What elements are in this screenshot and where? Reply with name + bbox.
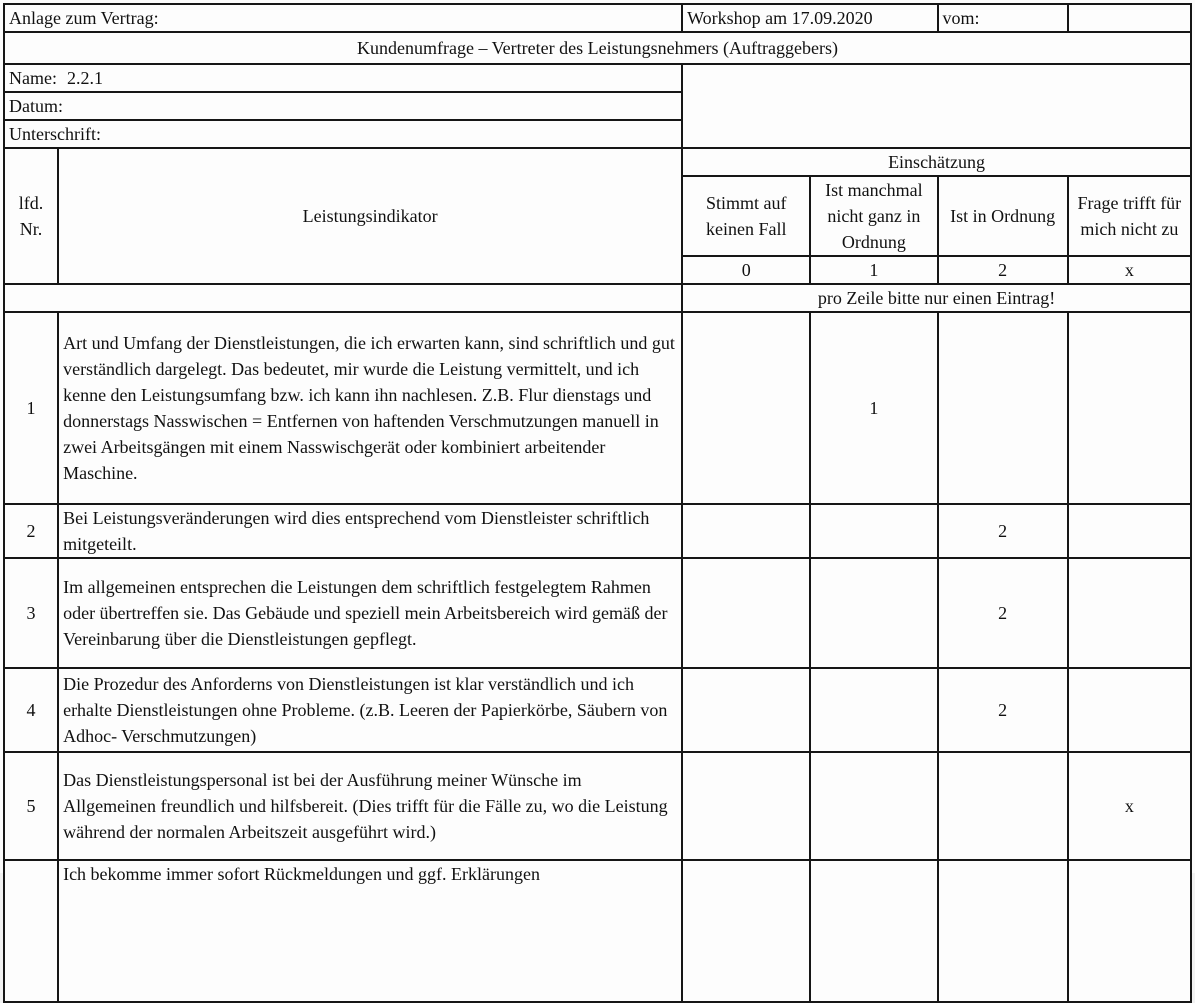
question-row xyxy=(4,752,1191,860)
question-number xyxy=(4,860,58,1002)
title-row xyxy=(4,32,1191,64)
rating-column-value-1: 1 xyxy=(810,256,937,284)
rating-cell-1 xyxy=(810,668,937,752)
top-bar-row xyxy=(4,4,1191,32)
name-value: 2.2.1 xyxy=(66,68,103,88)
instruction-text: pro Zeile bitte nur einen Eintrag! xyxy=(682,284,1191,312)
rating-cell-3 xyxy=(1068,504,1191,558)
instruction-blank-cell xyxy=(4,284,682,312)
rating-cell-3: x xyxy=(1068,752,1191,860)
column-header-lfd-nr: lfd. Nr. xyxy=(4,148,58,284)
rating-cell-0 xyxy=(682,752,810,860)
rating-column-value-0: 0 xyxy=(682,256,810,284)
datum-field xyxy=(4,92,682,120)
rating-cell-1 xyxy=(810,860,937,1002)
name-field xyxy=(4,64,682,92)
question-number: 1 xyxy=(4,312,58,504)
page-title: Kundenumfrage – Vertreter des Leistungsnehmers (Auftraggebers) xyxy=(4,32,1191,64)
rating-cell-1 xyxy=(810,752,937,860)
rating-cell-2: 2 xyxy=(938,668,1068,752)
column-header-leistungsindikator: Leistungsindikator xyxy=(58,148,682,284)
workshop-date-label: Workshop am 17.09.2020 xyxy=(682,4,937,32)
rating-column-label-0: Stimmt auf keinen Fall xyxy=(682,176,810,256)
rating-cell-2 xyxy=(938,752,1068,860)
rating-group-header-row xyxy=(4,148,1191,176)
vom-value-cell xyxy=(1068,4,1191,32)
unterschrift-field xyxy=(4,120,682,148)
question-number: 5 xyxy=(4,752,58,860)
rating-cell-2 xyxy=(938,860,1068,1002)
unterschrift-label: Unterschrift: xyxy=(9,124,101,144)
question-row xyxy=(4,558,1191,668)
rating-column-value-2: 2 xyxy=(938,256,1068,284)
rating-cell-2: 2 xyxy=(938,558,1068,668)
survey-form-table xyxy=(3,3,1192,1003)
question-text: Im allgemeinen entsprechen die Leistungen dem schriftlich festgelegtem Rahmen oder übertreffen sie. Das Gebäude und speziell mein Arbeitsbereich wird gemäß der Vereinbarung über die Dienstleistungen gepflegt. xyxy=(58,558,682,668)
rating-column-label-1: Ist manchmal nicht ganz in Ordnung xyxy=(810,176,937,256)
rating-cell-1: 1 xyxy=(810,312,937,504)
rating-cell-3 xyxy=(1068,860,1191,1002)
name-row xyxy=(4,64,1191,92)
question-row xyxy=(4,312,1191,504)
rating-cell-0 xyxy=(682,504,810,558)
question-number: 4 xyxy=(4,668,58,752)
vom-label: vom: xyxy=(938,4,1068,32)
rating-cell-2: 2 xyxy=(938,504,1068,558)
question-number: 2 xyxy=(4,504,58,558)
question-row xyxy=(4,504,1191,558)
rating-cell-3 xyxy=(1068,668,1191,752)
rating-column-value-3: x xyxy=(1068,256,1191,284)
question-text: Bei Leistungsveränderungen wird dies entsprechend vom Dienstleister schriftlich mitgeteilt. xyxy=(58,504,682,558)
rating-column-label-2: Ist in Ordnung xyxy=(938,176,1068,256)
question-text: Art und Umfang der Dienstleistungen, die ich erwarten kann, sind schriftlich und gut verständlich dargelegt. Das bedeutet, mir wurde die Leistung vermittelt, und ich kenne den Leistungsumfang bzw. ich kann ihn nachlesen. Z.B. Flur dienstags und donnerstags Nasswischen = Entfernen von haftenden Verschmutzungen manuell in zwei Arbeitsgängen mit einem Nasswischgerät oder kombiniert arbeitender Maschine. xyxy=(58,312,682,504)
info-blank-area xyxy=(682,64,1191,148)
question-text: Ich bekomme immer sofort Rückmeldungen und ggf. Erklärungen xyxy=(58,860,682,1002)
question-text: Die Prozedur des Anforderns von Dienstleistungen ist klar verständlich und ich erhalte Dienstleistungen ohne Probleme. (z.B. Leeren der Papierkörbe, Säubern von Adhoc- Verschmutzungen) xyxy=(58,668,682,752)
question-text: Das Dienstleistungspersonal ist bei der Ausführung meiner Wünsche im Allgemeinen freundlich und hilfsbereit. (Dies trifft für die Fälle zu, wo die Leistung während der normalen Arbeitszeit ausgeführt wird.) xyxy=(58,752,682,860)
instruction-row xyxy=(4,284,1191,312)
datum-label: Datum: xyxy=(9,96,63,116)
question-row xyxy=(4,860,1191,1002)
question-row xyxy=(4,668,1191,752)
rating-cell-1 xyxy=(810,558,937,668)
rating-cell-3 xyxy=(1068,558,1191,668)
rating-group-header: Einschätzung xyxy=(682,148,1191,176)
anlage-zum-vertrag-label: Anlage zum Vertrag: xyxy=(4,4,682,32)
rating-cell-2 xyxy=(938,312,1068,504)
name-label: Name: xyxy=(9,68,57,88)
rating-cell-1 xyxy=(810,504,937,558)
rating-cell-0 xyxy=(682,312,810,504)
rating-cell-0 xyxy=(682,860,810,1002)
rating-cell-0 xyxy=(682,668,810,752)
rating-cell-0 xyxy=(682,558,810,668)
rating-column-label-3: Frage trifft für mich nicht zu xyxy=(1068,176,1191,256)
rating-cell-3 xyxy=(1068,312,1191,504)
question-number: 3 xyxy=(4,558,58,668)
